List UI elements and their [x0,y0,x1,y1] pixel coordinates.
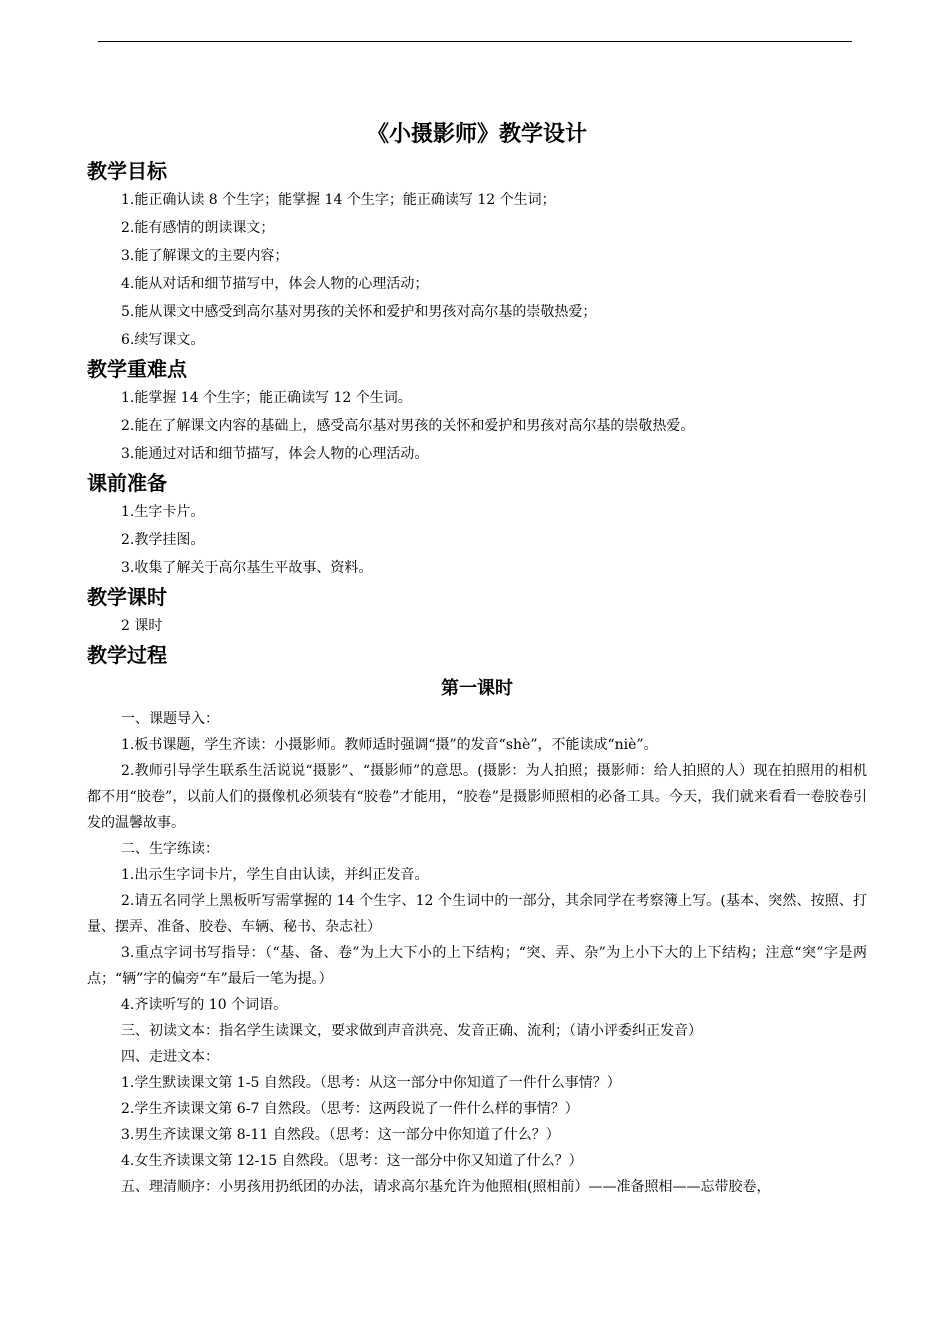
preparation-item: 1.生字卡片。 [121,504,205,520]
process-paragraph: 二、生字练读： [121,841,219,857]
lesson-title: 第一课时 [441,678,513,699]
process-paragraph: 三、初读文本：指名学生读课文，要求做到声音洪亮、发音正确、流利；（请小评委纠正发音） [121,1023,702,1039]
preparation-item: 2.教学挂图。 [121,532,205,548]
key-point-item: 3.能通过对话和细节描写，体会人物的心理活动。 [121,446,429,462]
process-paragraph: 3.重点字词书写指导：（“基、备、卷”为上大下小的上下结构；“突、弄、杂”为上小下大的上下结构；注意“突”字是两点；“辆”字的偏旁“车”最后一笔为提。） [87,945,867,987]
objective-item: 6.续写课文。 [121,332,205,348]
process-paragraph: 1.学生默读课文第 1-5 自然段。（思考：从这一部分中你知道了一件什么事情？） [121,1075,621,1091]
process-paragraph: 4.女生齐读课文第 12-15 自然段。（思考：这一部分中你又知道了什么？） [121,1153,583,1169]
objective-item: 4.能从对话和细节描写中，体会人物的心理活动； [121,276,429,292]
process-paragraph: 3.男生齐读课文第 8-11 自然段。（思考：这一部分中你知道了什么？） [121,1127,560,1143]
key-point-item: 1.能掌握 14 个生字；能正确读写 12 个生词。 [121,390,412,406]
process-paragraph: 1.出示生字词卡片，学生自由认读，并纠正发音。 [121,867,429,883]
process-paragraph: 四、走进文本： [121,1049,219,1065]
process-paragraph: 1.板书课题，学生齐读：小摄影师。教师适时强调“摄”的发音“shè”，不能读成“niè”。 [121,737,658,753]
section-heading-preparation: 课前准备 [87,471,167,495]
process-paragraph: 2.学生齐读课文第 6-7 自然段。（思考：这两段说了一件什么样的事情？） [121,1101,579,1117]
process-paragraph: 4.齐读听写的 10 个词语。 [121,997,288,1013]
process-paragraph: 一、课题导入： [121,711,219,727]
objective-item: 3.能了解课文的主要内容； [121,248,289,264]
process-paragraph: 2.教师引导学生联系生活说说“摄影”、“摄影师”的意思。(摄影：为人拍照；摄影师：给人拍照的人）现在拍照用的相机都不用“胶卷”，以前人们的摄像机必须装有“胶卷”才能用，“胶卷”是摄影师照相的必备工具。今天，我们就来看看一卷胶卷引发的温馨故事。 [87,763,867,831]
preparation-item: 3.收集了解关于高尔基生平故事、资料。 [121,560,373,576]
objective-item: 5.能从课文中感受到高尔基对男孩的关怀和爱护和男孩对高尔基的崇敬热爱； [121,304,597,320]
section-heading-key-points: 教学重难点 [87,357,187,381]
section-heading-objectives: 教学目标 [87,159,167,183]
header-rule [98,41,852,42]
section-heading-process: 教学过程 [87,643,167,667]
process-paragraph: 2.请五名同学上黑板听写需掌握的 14 个生字、12 个生词中的一部分，其余同学在考察簿上写。(基本、突然、按照、打量、摆弄、准备、胶卷、车辆、秘书、杂志社） [87,893,867,935]
objective-item: 2.能有感情的朗读课文； [121,220,275,236]
key-point-item: 2.能在了解课文内容的基础上，感受高尔基对男孩的关怀和爱护和男孩对高尔基的崇敬热爱。 [121,418,695,434]
document-page [87,118,867,1200]
document-title: 《小摄影师》教学设计 [366,122,587,147]
section-heading-periods: 教学课时 [87,585,167,609]
periods-value: 2 课时 [121,618,163,634]
process-paragraph: 五、理清顺序：小男孩用扔纸团的办法，请求高尔基允许为他照相(照相前）——准备照相——忘带胶卷， [121,1179,771,1195]
objective-item: 1.能正确认读 8 个生字；能掌握 14 个生字；能正确读写 12 个生词； [121,192,556,208]
